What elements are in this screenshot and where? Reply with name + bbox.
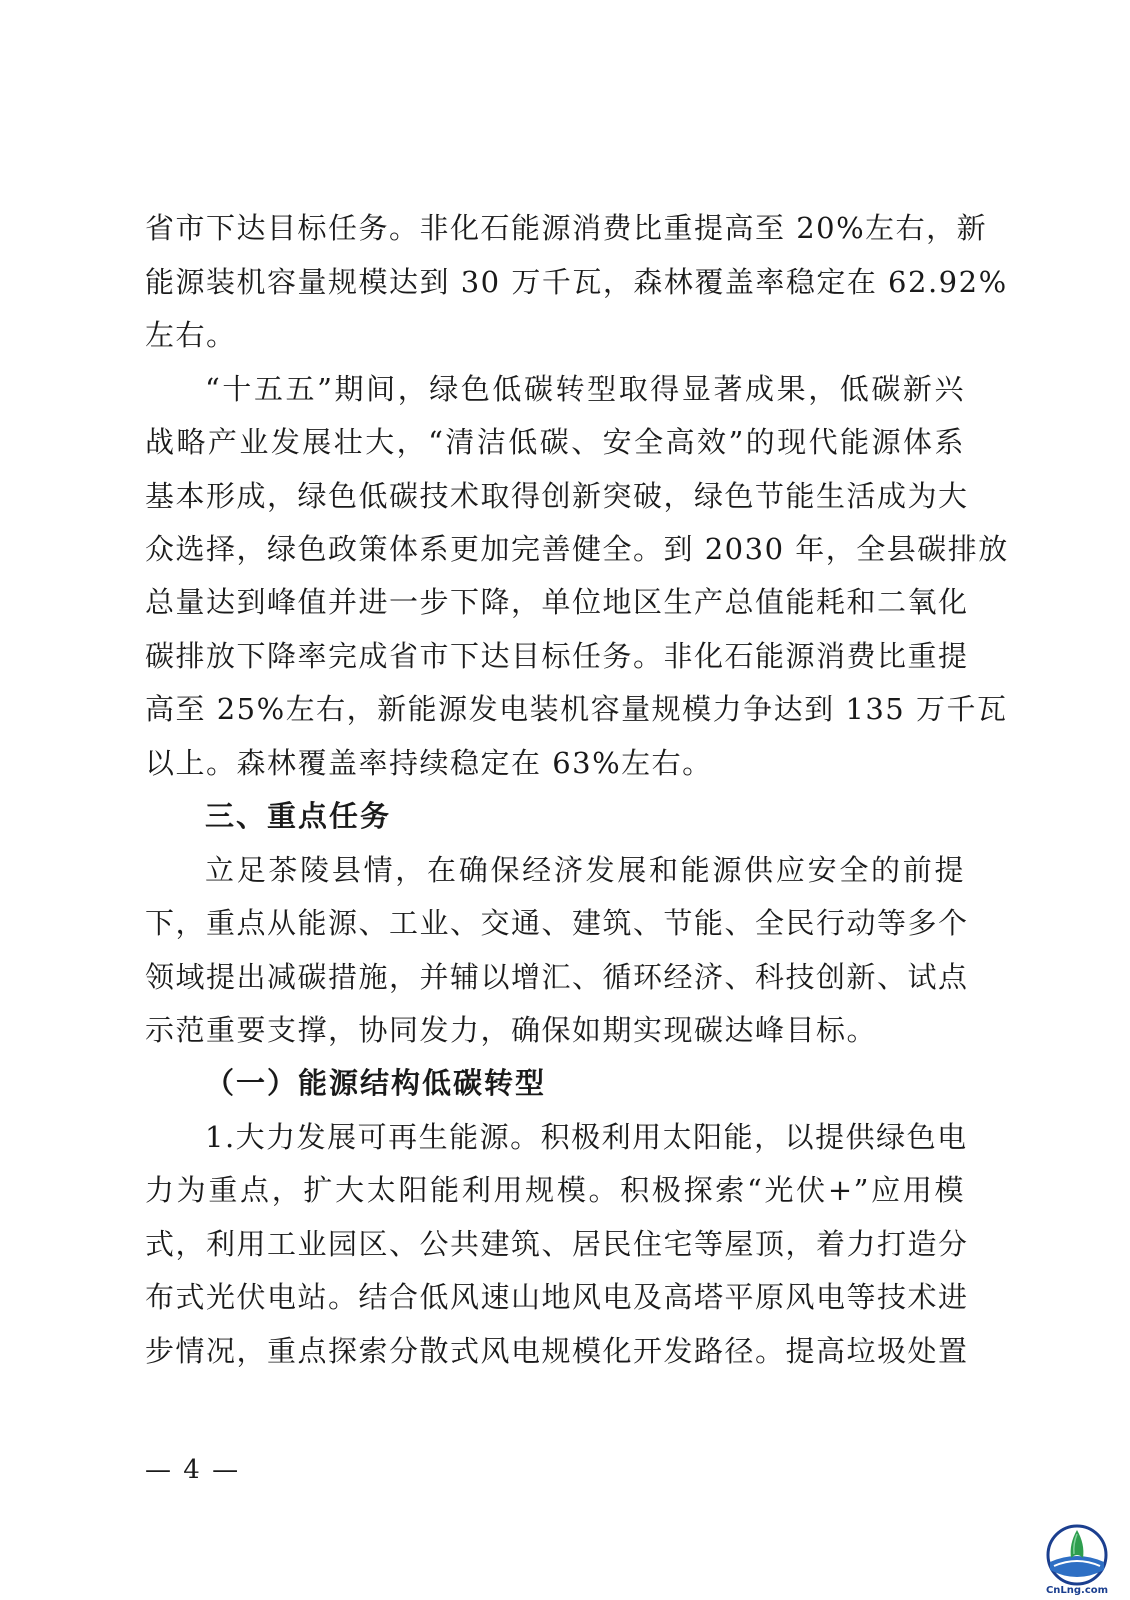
text-line-13: 立足茶陵县情，在确保经济发展和能源供应安全的前提 xyxy=(205,853,965,887)
text-line-8: 总量达到峰值并进一步下降，单位地区生产总值能耗和二氧化 xyxy=(145,585,969,619)
text-line-3: 左右。 xyxy=(145,318,237,352)
text-line-7: 众选择，绿色政策体系更加完善健全。到 2030 年，全县碳排放 xyxy=(145,532,1009,566)
text-line-11: 以上。森林覆盖率持续稳定在 63%左右。 xyxy=(145,746,713,780)
text-line-20: 式，利用工业园区、公共建筑、居民住宅等屋顶，着力打造分 xyxy=(145,1227,969,1261)
text-line-19: 力为重点，扩大太阳能利用规模。积极探索“光伏+”应用模 xyxy=(145,1173,965,1207)
page-number: — 4 — xyxy=(145,1455,241,1485)
text-line-10: 高至 25%左右，新能源发电装机容量规模力争达到 135 万千瓦 xyxy=(145,692,1008,726)
text-line-15: 领域提出减碳措施，并辅以增汇、循环经济、科技创新、试点 xyxy=(145,960,969,994)
subsection-heading: （一）能源结构低碳转型 xyxy=(205,1066,547,1100)
text-line-2: 能源装机容量规模达到 30 万千瓦，森林覆盖率稳定在 62.92% xyxy=(145,265,1008,299)
section-heading: 三、重点任务 xyxy=(205,799,392,833)
text-line-14: 下，重点从能源、工业、交通、建筑、节能、全民行动等多个 xyxy=(145,906,969,940)
text-line-1: 省市下达目标任务。非化石能源消费比重提高至 20%左右，新 xyxy=(145,211,988,245)
text-line-4: “十五五”期间，绿色低碳转型取得显著成果，低碳新兴 xyxy=(205,372,965,406)
text-line-22: 步情况，重点探索分散式风电规模化开发路径。提高垃圾处置 xyxy=(145,1334,969,1368)
text-line-6: 基本形成，绿色低碳技术取得创新突破，绿色节能生活成为大 xyxy=(145,479,969,513)
logo-text: CnLng.com xyxy=(1045,1585,1109,1596)
text-line-5: 战略产业发展壮大，“清洁低碳、安全高效”的现代能源体系 xyxy=(145,425,965,459)
text-line-16: 示范重要支撑，协同发力，确保如期实现碳达峰目标。 xyxy=(145,1013,878,1047)
text-line-21: 布式光伏电站。结合低风速山地风电及高塔平原风电等技术进 xyxy=(145,1280,969,1314)
cnlng-logo-icon xyxy=(1038,1522,1116,1596)
text-line-9: 碳排放下降率完成省市下达目标任务。非化石能源消费比重提 xyxy=(145,639,969,673)
text-line-18: 1.大力发展可再生能源。积极利用太阳能，以提供绿色电 xyxy=(205,1120,968,1154)
